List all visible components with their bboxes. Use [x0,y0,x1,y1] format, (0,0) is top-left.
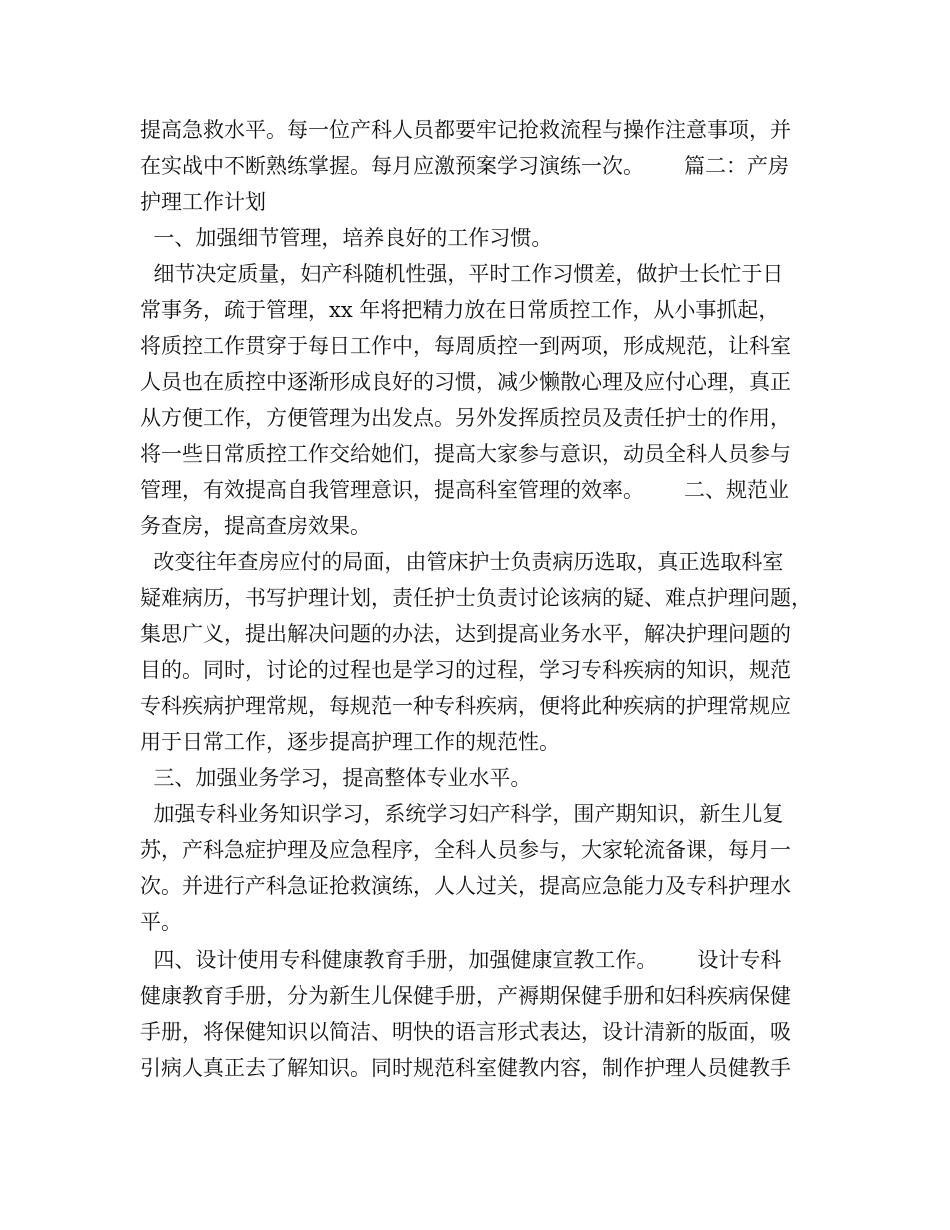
text-line: 平。 [140,910,182,934]
section-heading: 四、设计使用专科健康教育手册，加强健康宣教工作。 设计专科 [140,948,782,972]
text-line: 将质控工作贯穿于每日工作中，每周质控一到两项，形成规范，让科室 [140,334,791,358]
text-line: 管理，有效提高自我管理意识，提高科室管理的效率。 二、规范业 [140,478,790,502]
text-line: 次。并进行产科急证抢救演练，人人过关，提高应急能力及专科护理水 [140,874,791,898]
text-line: 护理工作计划 [140,190,266,214]
text-line: 加强专科业务知识学习，系统学习妇产科学，围产期知识，新生儿复 [140,802,784,826]
text-line: 手册，将保健知识以简洁、明快的语言形式表达，设计清新的版面，吸 [140,1020,791,1044]
text-line: 细节决定质量，妇产科随机性强，平时工作习惯差，做护士长忙于日 [140,262,784,286]
text-line: 将一些日常质控工作交给她们，提高大家参与意识，动员全科人员参与 [140,442,791,466]
text-line: 引病人真正去了解知识。同时规范科室健教内容，制作护理人员健教手 [140,1056,791,1080]
text-line: 专科疾病护理常规，每规范一种专科疾病，便将此种疾病的护理常规应 [140,694,791,718]
text-line: 改变往年查房应付的局面，由管床护士负责病历选取，真正选取科室 [140,550,784,574]
text-line: 疑难病历，书写护理计划，责任护士负责讨论该病的疑、难点护理问题， [140,586,812,610]
text-line: 目的。同时，讨论的过程也是学习的过程，学习专科疾病的知识，规范 [140,658,791,682]
text-line: 常事务，疏于管理，xx 年将把精力放在日常质控工作，从小事抓起， [140,298,780,322]
text-line: 提高急救水平。每一位产科人员都要牢记抢救流程与操作注意事项，并 [140,118,791,142]
text-line: 用于日常工作，逐步提高护理工作的规范性。 [140,730,560,754]
text-line: 从方便工作，方便管理为出发点。另外发挥质控员及责任护士的作用， [140,406,791,430]
text-line: 集思广义，提出解决问题的办法，达到提高业务水平，解决护理问题的 [140,622,791,646]
section-heading: 三、加强业务学习，提高整体专业水平。 [140,766,532,790]
section-heading: 一、加强细节管理，培养良好的工作习惯。 [140,226,553,250]
text-line: 务查房，提高查房效果。 [140,514,371,538]
text-line: 苏，产科急症护理及应急程序，全科人员参与，大家轮流备课，每月一 [140,838,791,862]
text-line: 人员也在质控中逐渐形成良好的习惯，减少懒散心理及应付心理，真正 [140,370,791,394]
text-line: 健康教育手册，分为新生儿保健手册，产褥期保健手册和妇科疾病保健 [140,984,791,1008]
text-line: 在实战中不断熟练掌握。每月应激预案学习演练一次。 篇二：产房 [140,154,790,178]
